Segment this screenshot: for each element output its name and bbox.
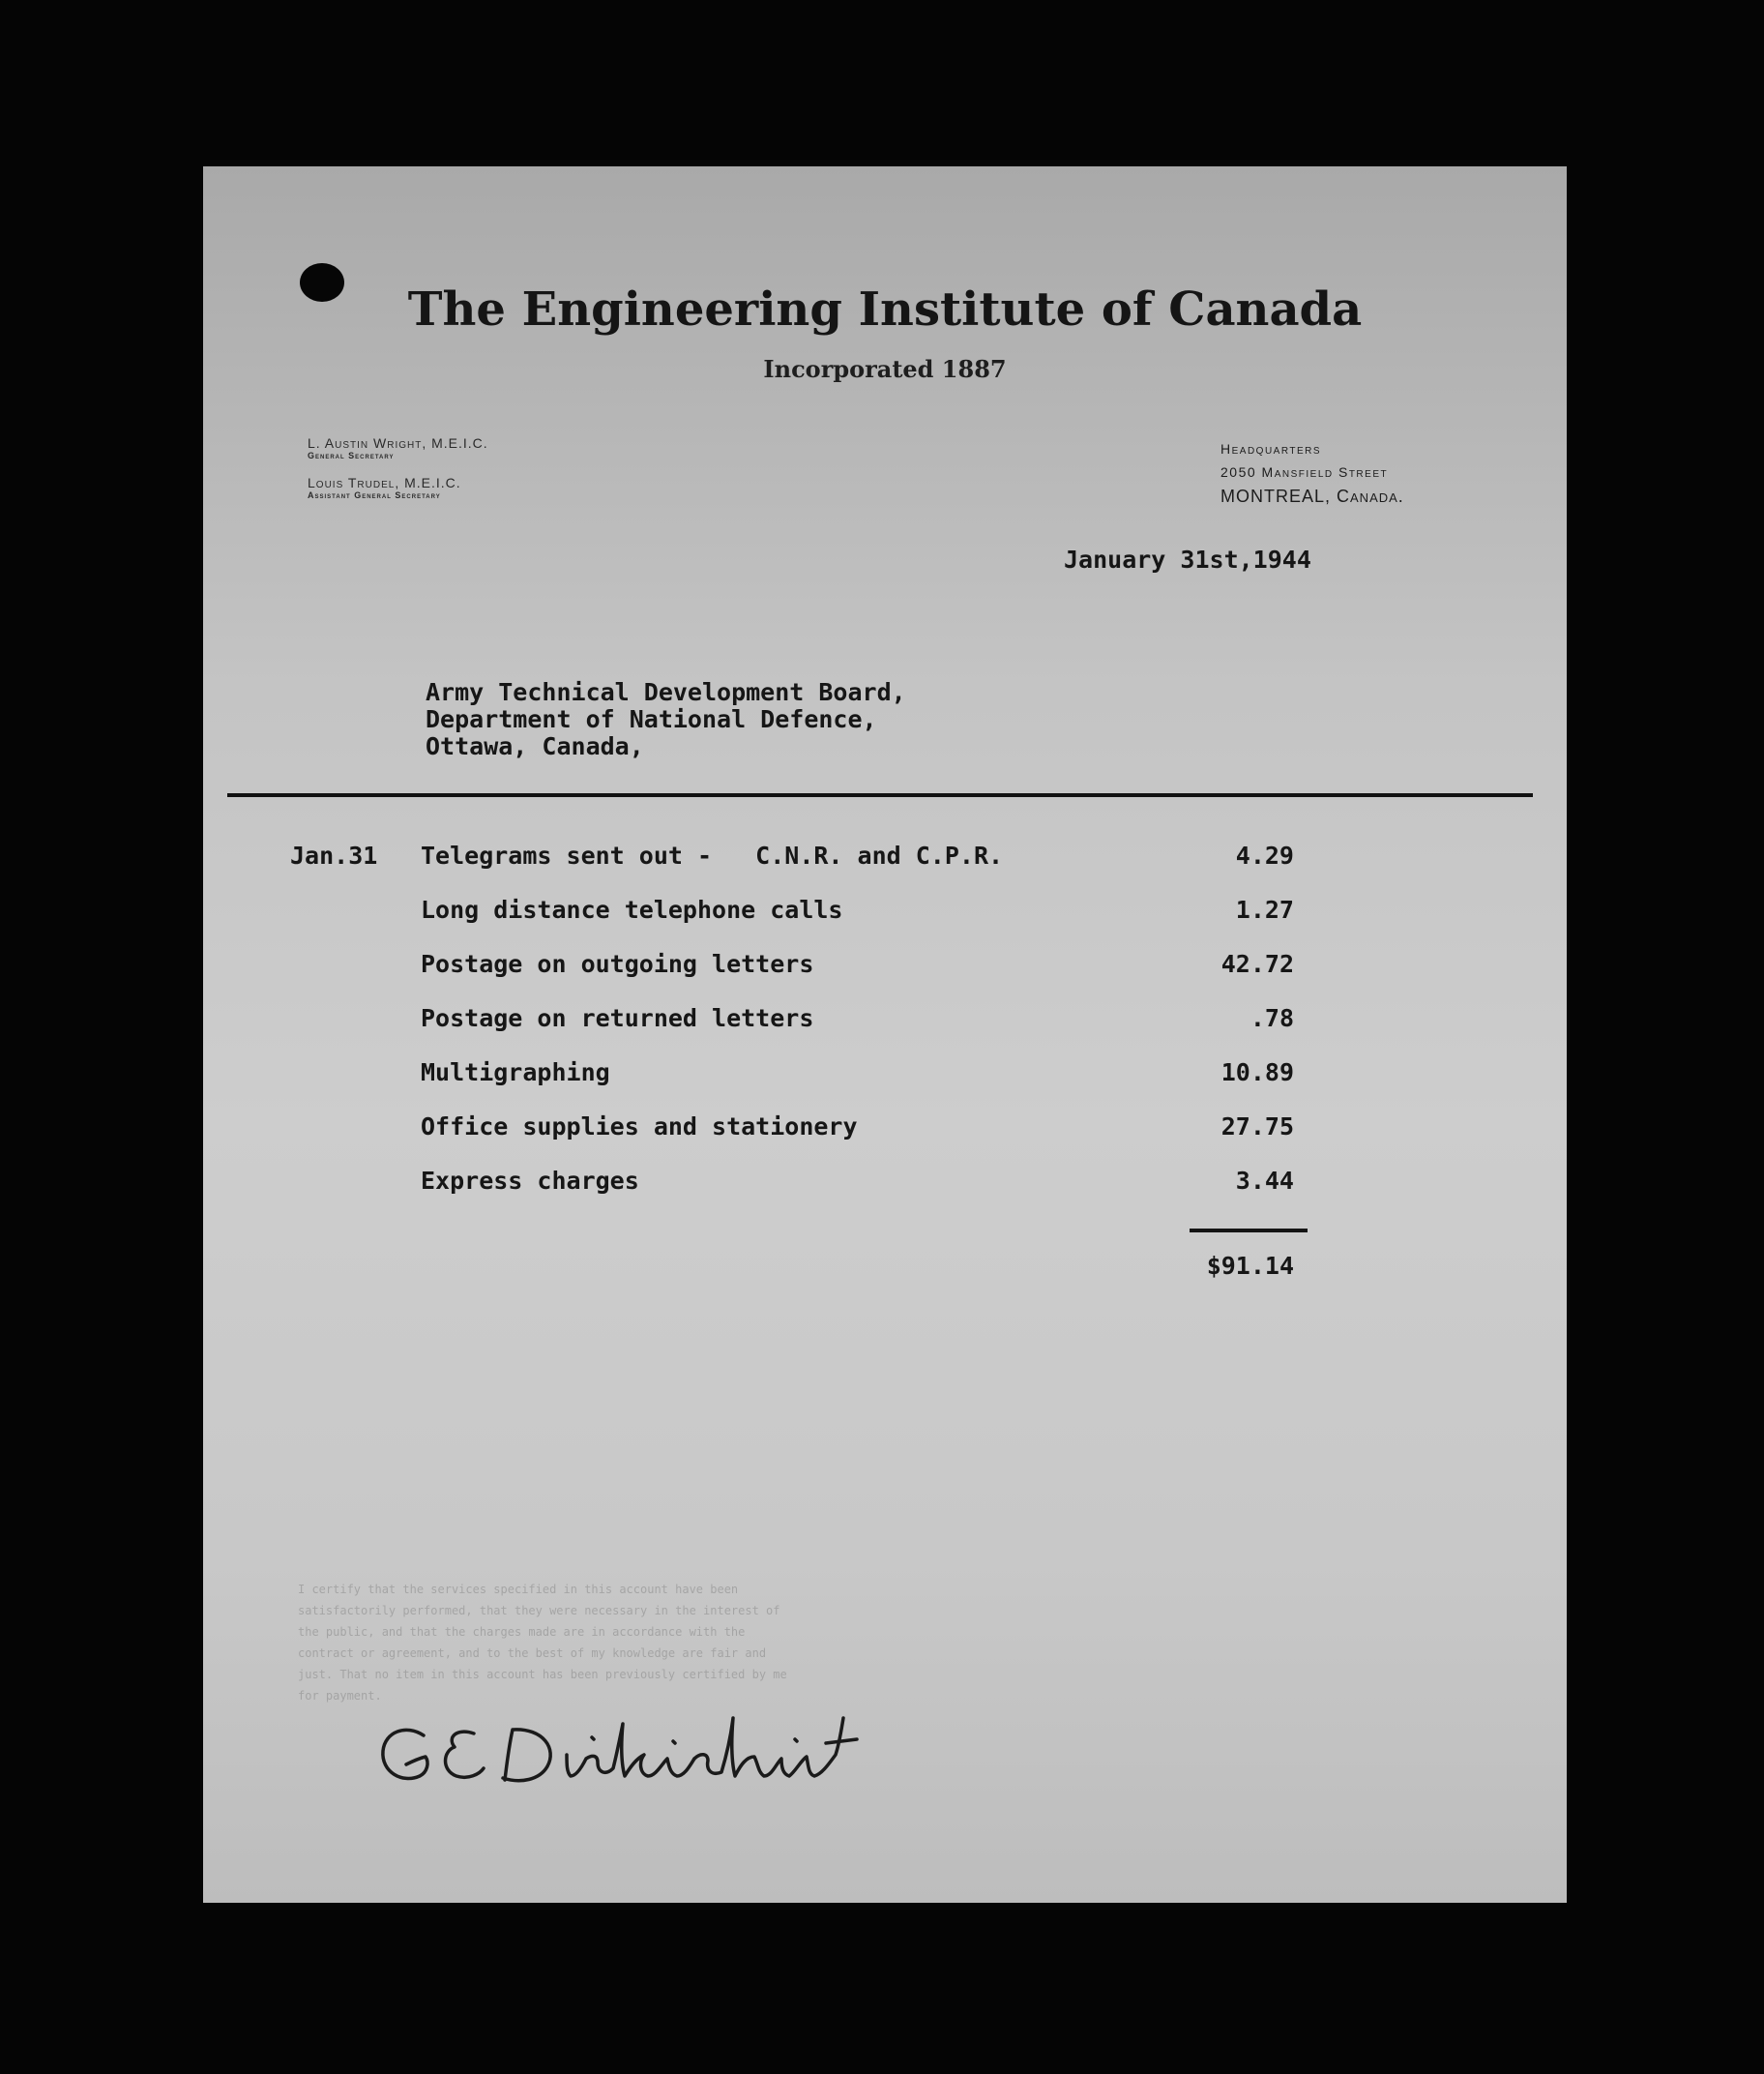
certification-text: I certify that the services specified in this account have been satisfactorily performed, that they were necessary in the interest of the public, and that the charges made are in accordance with the contract or agreement, and to the best of my knowledge are fair and just. That no item in this account has been previously certified by me for payment. [298,1583,787,1703]
expense-row [203,1004,1567,1043]
officer-role: Assistant General Secretary [308,490,441,500]
expense-amount: 42.72 [1220,950,1294,978]
expense-row [203,950,1567,989]
letterhead-title: The Engineering Institute of Canada [407,282,1363,337]
recipient-address [426,679,906,760]
expense-row [203,1167,1567,1205]
expense-description: Long distance telephone calls [421,896,843,924]
officer-entry [308,435,488,461]
headquarters-label: Headquarters [1220,441,1322,457]
expense-date: Jan.31 [290,842,378,870]
expense-description: Postage on outgoing letters [421,950,814,978]
divider-rule [227,793,1533,797]
letterhead-subtitle: Incorporated 1887 [763,355,1007,383]
expense-amount: 3.44 [1235,1167,1294,1195]
address-line: Department of National Defence, [426,705,877,733]
expense-amount: 27.75 [1220,1112,1294,1141]
address-line: Army Technical Development Board, [426,678,906,706]
letter-date: January 31st,1944 [1064,546,1311,574]
expense-amount: 10.89 [1220,1058,1294,1086]
expense-amount: 1.27 [1235,896,1294,924]
expense-description: Telegrams sent out - C.N.R. and C.P.R. [421,842,1004,870]
total-rule [1190,1229,1308,1232]
officer-entry [308,475,488,501]
address-line: Ottawa, Canada, [426,732,644,760]
officer-name: L. Austin Wright, M.E.I.C. [308,435,488,451]
expense-row [203,842,1567,880]
expense-description: Postage on returned letters [421,1004,814,1032]
expense-description: Express charges [421,1167,639,1195]
headquarters-street: 2050 Mansfield Street [1220,464,1389,480]
letter-page [203,166,1567,1903]
expense-amount: 4.29 [1235,842,1294,870]
total-amount: $91.14 [1206,1252,1294,1280]
headquarters-city: MONTREAL, Canada. [1220,487,1404,506]
expense-row [203,1058,1567,1097]
headquarters-block [1220,437,1404,509]
expense-row [203,1112,1567,1151]
officer-name: Louis Trudel, M.E.I.C. [308,475,461,490]
officers-block [308,435,488,515]
expense-amount: .78 [1250,1004,1294,1032]
signature [368,1695,948,1806]
expense-description: Multigraphing [421,1058,610,1086]
officer-role: General Secretary [308,451,395,460]
expense-description: Office supplies and stationery [421,1112,858,1141]
signature-drawing [368,1695,948,1801]
signature-strokes [383,1718,857,1781]
expense-row [203,896,1567,934]
